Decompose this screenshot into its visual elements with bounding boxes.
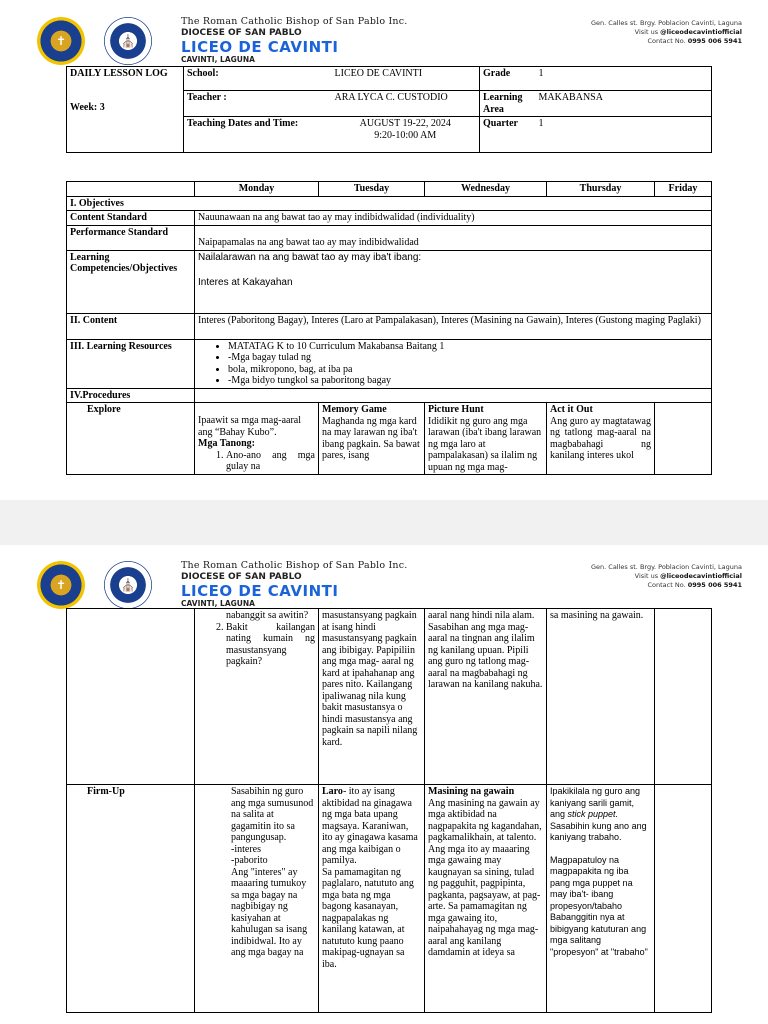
firmup-thursday-text1-a: Ipakikilala ng guro ang kaniyang sarili gamit, ang (550, 786, 641, 819)
competencies-line2: Interes at Kakayahan (198, 277, 293, 288)
firmup-wednesday-text: Ang masining na gawain ay mga aktibidad na nagpapakita ng kagandahan, pagkamalikhain, at talento. (428, 797, 542, 843)
day-header-monday: Monday (195, 182, 319, 197)
firmup-monday (195, 785, 319, 1013)
explore-wednesday-text: Ididikit ng guro ang mga larawan (iba't ibang larawan ng mga laro at pampalakasan) sa ilalim ng upuan ng mga mag- (428, 415, 542, 473)
grade-value: 1 (536, 67, 712, 91)
explore-monday-questions-cont (198, 610, 315, 668)
explore-label-empty (67, 609, 195, 785)
day-header-friday: Friday (655, 182, 712, 197)
procedures-label: IV.Procedures (67, 388, 195, 403)
competencies-cell (195, 250, 712, 313)
dates-label: Teaching Dates and Time: (184, 117, 332, 153)
performance-standard-label: Performance Standard (67, 225, 195, 250)
firmup-tuesday-para1 (322, 786, 421, 867)
firmup-tuesday-text: - ito ay isang aktibidad na ginagawa ng mga bata upang magsaya. Karaniwan, ito ay ginagawa kasama ang mga kaibigan o pamilya. (322, 786, 418, 866)
firmup-wednesday (425, 785, 547, 1013)
school-name: LICEO DE CAVINTI (181, 582, 339, 600)
competencies-line1: Nailalarawan na ang bawat tao ay may iba't ibang: (198, 251, 422, 263)
contact-prefix: Contact No. (647, 581, 688, 589)
firmup-thursday-text1-b: stick puppet. (567, 809, 619, 819)
school-seal-logo: ✝ (37, 561, 85, 609)
content-standard-value: Nauunawaan na ang bawat tao ay may indibidwalidad (individuality) (195, 211, 712, 226)
contact-number: 0995 006 5941 (687, 581, 742, 589)
area-label: Learning Area (480, 91, 536, 117)
firmup-monday-text2: Ang "interes" ay maaaring tumukoy sa mga bagay na nagbibigay ng kasiyahan at kahulugan sa isang indibidwal. Ito ay ang mga bagay na (231, 866, 308, 958)
explore-tuesday-cont: masustansyang pagkain at isang hindi masustansyang pagkain ang ibibigay. Papipiliin ang mga mag- aaral ng kard at ipahahanap ang pares nito. Kailangang ipaliwanag nila kung bakit masustansya o hindi masustansya ang pagkain sa napili nilang kard. (319, 609, 425, 785)
org-name: The Roman Catholic Bishop of San Pablo Inc. (181, 16, 408, 27)
explore-monday (195, 403, 319, 475)
dates-cell (332, 117, 480, 153)
explore-thursday-title: Act it Out (550, 404, 593, 415)
school-town: CAVINTI, LAGUNA (181, 55, 255, 64)
content-value: Interes (Paboritong Bagay), Interes (Laro at Pampalakasan), Interes (Masining na Gawain), Interes (Gustong maging Paglaki) (195, 313, 712, 339)
page-gap (0, 500, 768, 545)
teacher-label: Teacher : (184, 91, 332, 117)
address-line: Gen. Calles st. Brgy. Poblacion Cavinti, Laguna (591, 19, 742, 27)
explore-monday-q1: 1. Ano-ano ang mga gulay na (226, 450, 315, 473)
school-address (591, 19, 742, 46)
firmup-thursday-text3: Magpapatuloy na magpapakita ng iba pang mga puppet na may iba't- ibang propesyon/tabaho Babanggitin nya at bibigyang katuturan ang mga salitang "propesyon" at "trabaho" (550, 854, 648, 957)
firmup-monday-text: Sasabihin ng guro ang mga sumusunod na salita at gagamitin ito sa pangungusap. (231, 786, 314, 843)
lesson-plan-table-continued (66, 608, 712, 1013)
explore-monday-cont (195, 609, 319, 785)
firmup-tuesday-text2: Sa pamamagitan ng paglalaro, natututo ang mga bata ng mga bagong kasanayan, nagpapalakas ng kanilang katawan, at natututo kung paano makipag-ugnayan sa iba. (322, 866, 414, 970)
resource-item: • -Mga bidyo tungkol sa paboritong bagay (228, 375, 708, 387)
page-1 (0, 0, 768, 500)
firmup-friday (655, 785, 712, 1013)
explore-wednesday (425, 403, 547, 475)
contact-number: 0995 006 5941 (687, 37, 742, 45)
explore-thursday-cont: sa masining na gawain. (547, 609, 655, 785)
school-address (591, 563, 742, 590)
log-title: DAILY LESSON LOG (70, 68, 168, 79)
firmup-thursday-text2: Sasabihin kung ano ang kaniyang trabaho. (550, 820, 647, 842)
firmup-tuesday-title: Laro (322, 786, 343, 797)
firmup-thursday (547, 785, 655, 1013)
diocese-name: DIOCESE OF SAN PABLO (181, 28, 302, 38)
firmup-wednesday-text2: Ang mga ito ay maaaring mga gawaing may kaugnayan sa sining, tulad ng pagguhit, pagpipinta, pagkanta, pagsayaw, at pag- arte. Sa pamamagitan ng mga gawaing ito, naipahahayag ng mga mag- aaral ang kanilang damdamin at ideya sa (428, 843, 541, 958)
quarter-value: 1 (536, 117, 712, 153)
resources-list (198, 341, 708, 387)
explore-thursday (547, 403, 655, 475)
school-seal-logo: ✝ (37, 17, 85, 65)
resources-cell (195, 339, 712, 388)
contact-line (591, 37, 742, 46)
explore-monday-questions (198, 450, 315, 473)
visit-handle: @liceodecavintiofficial (660, 572, 742, 580)
org-name: The Roman Catholic Bishop of San Pablo Inc. (181, 560, 408, 571)
explore-thursday-text: Ang guro ay magtatawag ng tatlong mag-aaral na magbabahagi ng kanilang interes ukol (550, 415, 651, 461)
quarter-label: Quarter (480, 117, 536, 153)
school-value: LICEO DE CAVINTI (332, 67, 480, 91)
contact-line (591, 581, 742, 590)
day-header-thursday: Thursday (547, 182, 655, 197)
firmup-tuesday (319, 785, 425, 1013)
school-town: CAVINTI, LAGUNA (181, 599, 255, 608)
contact-prefix: Contact No. (647, 37, 688, 45)
day-header-tuesday: Tuesday (319, 182, 425, 197)
lesson-plan-table (66, 181, 712, 475)
explore-monday-q-title: Mga Tanong: (198, 438, 255, 449)
resource-item: • -Mga bagay tulad ng (228, 352, 708, 364)
visit-prefix: Visit us (634, 572, 661, 580)
firmup-wednesday-title: Masining na gawain (428, 786, 515, 797)
content-label: II. Content (67, 313, 195, 339)
area-value: MAKABANSA (536, 91, 712, 117)
competencies-label: Learning Competencies/Objectives (67, 250, 195, 313)
teacher-value: ARA LYCA C. CUSTODIO (332, 91, 480, 117)
week-label: Week: 3 (70, 101, 105, 113)
diocese-name: DIOCESE OF SAN PABLO (181, 572, 302, 582)
explore-label: Explore (67, 403, 195, 475)
grade-label: Grade (480, 67, 536, 91)
explore-tuesday (319, 403, 425, 475)
explore-tuesday-text: Maghanda ng mga kard na may larawan ng iba't ibang pagkain. Sa bawat pares, isang (322, 415, 420, 461)
visit-line (591, 28, 742, 37)
explore-wednesday-cont: aaral nang hindi nila alam. Sasabihan ang mga mag-aaral na tingnan ang ilalim ng kanilang upuan. Pipili ang guro ng tatlong mag-aaral na magbabahagi ng larawan na kanilang nakuha. (425, 609, 547, 785)
procedures-empty (195, 388, 712, 403)
visit-line (591, 572, 742, 581)
performance-standard-value: Naipapamalas na ang bawat tao ay may indibidwalidad (195, 225, 712, 250)
address-line: Gen. Calles st. Brgy. Poblacion Cavinti, Laguna (591, 563, 742, 571)
dates-value: AUGUST 19-22, 2024 (359, 118, 451, 129)
visit-prefix: Visit us (634, 28, 661, 36)
resource-item: • bola, mikropono, bag, at iba pa (228, 364, 708, 376)
firmup-label: Firm-Up (67, 785, 195, 1013)
content-standard-label: Content Standard (67, 211, 195, 226)
objectives-heading: I. Objectives (67, 196, 712, 211)
school-name: LICEO DE CAVINTI (181, 38, 339, 56)
firmup-thursday-text1 (550, 786, 651, 821)
page-2 (0, 545, 768, 1024)
log-title-cell (67, 67, 184, 153)
explore-monday-q2: 2. Bakit kailangan nating kumain ng masustansyang pagkain? (226, 622, 315, 668)
diocese-seal-logo: ⛪ (104, 561, 152, 609)
diocese-seal-logo: ⛪ (104, 17, 152, 65)
explore-monday-intro: Ipaawit sa mga mag-aaral ang “Bahay Kubo”. (198, 415, 302, 438)
explore-friday (655, 403, 712, 475)
resources-label: III. Learning Resources (67, 339, 195, 388)
corner-cell (67, 182, 195, 197)
visit-handle: @liceodecavintiofficial (660, 28, 742, 36)
time-value: 9:20-10:00 AM (374, 129, 437, 141)
school-label: School: (184, 67, 332, 91)
firmup-monday-list1: -interes (231, 843, 261, 855)
explore-wednesday-title: Picture Hunt (428, 404, 484, 415)
explore-friday-cont (655, 609, 712, 785)
explore-tuesday-title: Memory Game (322, 404, 387, 415)
lesson-info-table (66, 66, 712, 153)
explore-monday-q1-cont: nabanggit sa awitin? (226, 610, 309, 621)
firmup-monday-list2: -paborito (231, 855, 268, 866)
resource-item: • MATATAG K to 10 Curriculum Makabansa Baitang 1 (228, 341, 708, 353)
day-header-wednesday: Wednesday (425, 182, 547, 197)
